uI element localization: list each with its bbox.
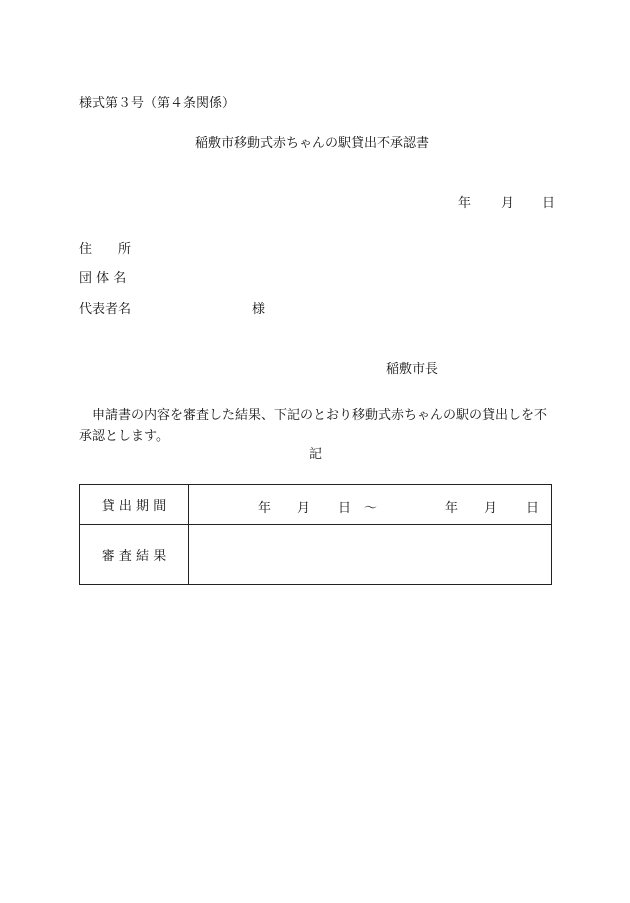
table-row xyxy=(80,525,552,585)
honorific: 様 xyxy=(252,302,266,317)
period-from-year: 年 xyxy=(258,501,272,516)
result-value xyxy=(189,525,552,585)
date-day: 日 xyxy=(542,196,556,211)
period-label: 貸 出 期 間 xyxy=(80,485,189,525)
document-title: 稲敷市移動式赤ちゃんの駅貸出不承認書 xyxy=(195,136,430,151)
body-text: 申請書の内容を審査した結果、下記のとおり移動式赤ちゃんの駅の貸出しを不承認とします。 xyxy=(79,408,548,444)
issue-date xyxy=(458,196,555,212)
details-table xyxy=(79,484,552,585)
period-to-year: 年 xyxy=(445,501,459,516)
form-number: 様式第３号（第４条関係） xyxy=(79,96,236,111)
organization-label: 団 体 名 xyxy=(79,271,127,286)
ki-heading: 記 xyxy=(309,447,323,462)
representative-label: 代表者名 xyxy=(79,302,132,317)
period-value xyxy=(189,485,552,525)
date-year: 年 xyxy=(458,196,472,211)
date-month: 月 xyxy=(501,196,515,211)
address-label: 住 所 xyxy=(79,242,132,257)
result-label: 審 査 結 果 xyxy=(80,525,189,585)
period-from-month: 月 xyxy=(297,501,311,516)
table-row xyxy=(80,485,552,525)
period-from-day: 日 xyxy=(338,501,352,516)
period-tilde: ～ xyxy=(364,501,378,516)
period-to-month: 月 xyxy=(484,501,498,516)
period-to-day: 日 xyxy=(526,501,540,516)
issuer-name: 稲敷市長 xyxy=(386,362,439,377)
